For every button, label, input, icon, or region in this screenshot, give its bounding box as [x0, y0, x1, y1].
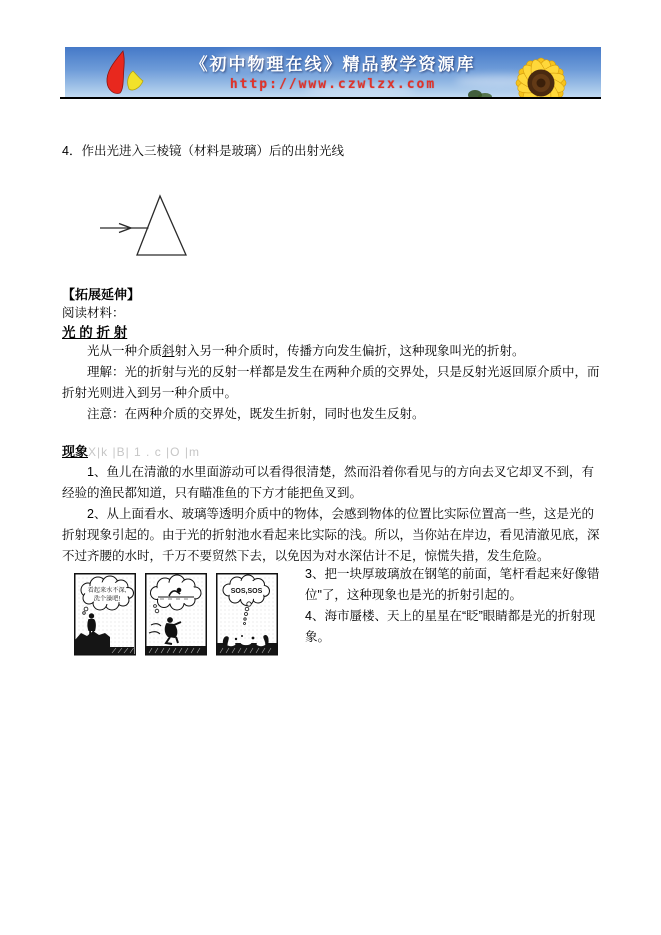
phenomena-item-1: 1、鱼儿在清澈的水里面游动可以看得很清楚，然而沿着你看见与的方向去叉它却叉不到，有经验的渔民都知道，只有瞄准鱼的下方才能把鱼叉到。	[62, 465, 594, 500]
phenomena-heading: 现象	[62, 444, 89, 459]
prism-diagram	[97, 192, 197, 267]
bubble-text-line1: 看起来水不深,	[87, 587, 127, 594]
sunflower-image	[489, 47, 593, 97]
watermark-text: X|k |B| 1 . c |O |m	[88, 445, 200, 459]
article-title-text: 光 的 折 射	[62, 325, 128, 340]
refraction-definition	[62, 341, 600, 362]
refraction-understanding: 理解：光的折射与光的反射一样都是发生在两种介质的交界处，只是反射光返回原介质中，而折射光则进入到另一种介质中。	[62, 365, 600, 400]
prism-triangle	[137, 196, 186, 255]
article-title	[62, 322, 600, 343]
comic-strip	[74, 573, 279, 662]
header-divider	[60, 97, 601, 99]
definition-part2: 射入另一种介质时，传播方向发生偏折，这种现象叫光的折射。	[174, 344, 525, 358]
phenomena-items-right	[305, 564, 603, 648]
thought-trail-bubble	[83, 612, 86, 615]
sos-bubble-text: SOS,SOS	[230, 588, 263, 595]
refraction-note: 注意：在两种介质的交界处，既发生折射，同时也发生反射。	[87, 407, 425, 421]
thought-trail-bubble	[154, 605, 157, 608]
phenomena-heading-row	[62, 441, 600, 463]
reading-material-label: 阅读材料：	[62, 306, 125, 320]
banner-title: 《初中物理在线》精品教学资源库	[190, 55, 476, 74]
definition-part1: 光从一种介质	[87, 344, 163, 358]
phenomena-item-2: 2、从上面看水、玻璃等透明介质中的物体，会感到物体的位置比实际位置高一些，这是光的折射现象引起的。由于光的折射池水看起来比实际的浅。所以，当你站在岸边，看见清澈见底，深不过齐腰的水时，千万不要贸然下去，以免因为对水深估计不足，惊慌失措，发生危险。	[62, 507, 600, 563]
phenomena-item-3: 3、把一块厚玻璃放在钢笔的前面，笔杆看起来好像错位"了，这种现象也是光的折射引起的。	[305, 567, 600, 602]
site-banner	[65, 47, 601, 97]
section-heading-expand: 【拓展延伸】	[62, 287, 141, 302]
thought-trail-bubble	[155, 609, 159, 613]
phenomena-item-4: 4、海市蜃楼、天上的星星在“眨”眼睛都是光的折射现象。	[305, 609, 596, 644]
comic-panel-1	[75, 574, 136, 655]
comic-panel-3	[217, 574, 278, 655]
bubble-text-line2: 洗个澡吧!	[93, 595, 121, 603]
banner-url-link[interactable]: http://www.czwlzx.com	[229, 77, 437, 92]
thought-trail-bubble	[84, 607, 88, 611]
comic-panel-2	[146, 574, 207, 655]
question-4-text: 4．作出光进入三棱镜（材料是玻璃）后的出射光线	[62, 144, 344, 158]
definition-underlined-char: 斜	[162, 344, 175, 358]
